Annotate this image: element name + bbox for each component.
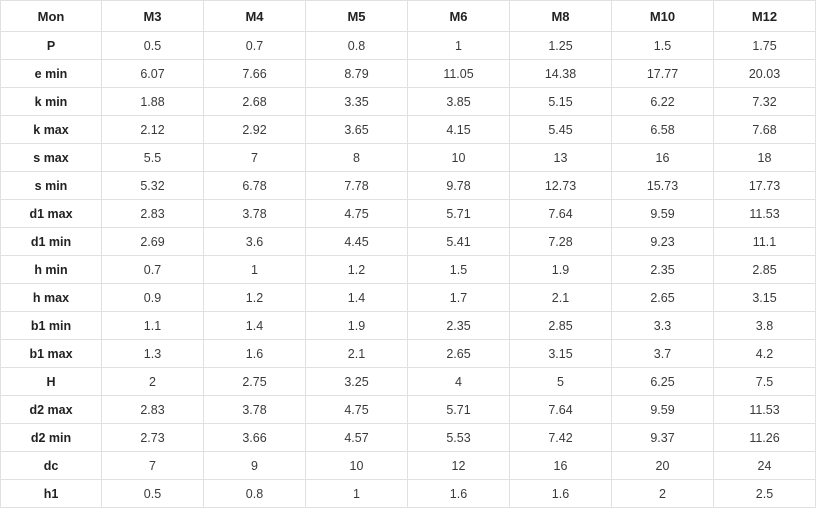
table-cell: 2.73 — [102, 424, 204, 452]
table-cell: 7.5 — [714, 368, 816, 396]
row-label: b1 min — [1, 312, 102, 340]
table-cell: 2.1 — [306, 340, 408, 368]
table-cell: 4.2 — [714, 340, 816, 368]
table-row — [1, 368, 816, 396]
column-header-0: Mon — [1, 1, 102, 32]
table-cell: 0.7 — [102, 256, 204, 284]
column-header-2: M4 — [204, 1, 306, 32]
row-label: k max — [1, 116, 102, 144]
table-cell: 1 — [408, 32, 510, 60]
table-cell: 7.64 — [510, 396, 612, 424]
table-row — [1, 88, 816, 116]
table-cell: 5.32 — [102, 172, 204, 200]
table-cell: 1.4 — [306, 284, 408, 312]
table-cell: 17.77 — [612, 60, 714, 88]
table-cell: 9.78 — [408, 172, 510, 200]
table-cell: 2 — [612, 480, 714, 508]
table-row — [1, 60, 816, 88]
table-cell: 9 — [204, 452, 306, 480]
table-cell: 4 — [408, 368, 510, 396]
table-cell: 7.32 — [714, 88, 816, 116]
table-cell: 6.58 — [612, 116, 714, 144]
table-cell: 0.5 — [102, 480, 204, 508]
column-header-4: M6 — [408, 1, 510, 32]
table-cell: 2.1 — [510, 284, 612, 312]
table-cell: 1.4 — [204, 312, 306, 340]
table-row — [1, 424, 816, 452]
table-cell: 1.2 — [204, 284, 306, 312]
table-cell: 12.73 — [510, 172, 612, 200]
table-cell: 1.5 — [612, 32, 714, 60]
table-cell: 8 — [306, 144, 408, 172]
table-cell: 1 — [306, 480, 408, 508]
row-label: d2 min — [1, 424, 102, 452]
table-cell: 11.53 — [714, 200, 816, 228]
table-cell: 7.42 — [510, 424, 612, 452]
table-cell: 1.2 — [306, 256, 408, 284]
table-cell: 3.6 — [204, 228, 306, 256]
table-cell: 1.3 — [102, 340, 204, 368]
table-cell: 3.7 — [612, 340, 714, 368]
table-cell: 0.9 — [102, 284, 204, 312]
table-cell: 2.12 — [102, 116, 204, 144]
table-cell: 2.75 — [204, 368, 306, 396]
table-cell: 5.45 — [510, 116, 612, 144]
table-cell: 2.83 — [102, 200, 204, 228]
table-cell: 8.79 — [306, 60, 408, 88]
table-cell: 4.75 — [306, 200, 408, 228]
table-cell: 1.88 — [102, 88, 204, 116]
table-row — [1, 172, 816, 200]
table-cell: 2.69 — [102, 228, 204, 256]
table-cell: 4.15 — [408, 116, 510, 144]
table-row — [1, 32, 816, 60]
column-header-7: M12 — [714, 1, 816, 32]
table-row — [1, 256, 816, 284]
table-cell: 1.1 — [102, 312, 204, 340]
table-cell: 3.35 — [306, 88, 408, 116]
table-cell: 7.28 — [510, 228, 612, 256]
table-cell: 1.6 — [204, 340, 306, 368]
row-label: d1 min — [1, 228, 102, 256]
table-cell: 10 — [408, 144, 510, 172]
column-header-5: M8 — [510, 1, 612, 32]
table-cell: 3.78 — [204, 396, 306, 424]
table-cell: 2 — [102, 368, 204, 396]
table-row — [1, 480, 816, 508]
table-cell: 2.85 — [714, 256, 816, 284]
table-cell: 7.68 — [714, 116, 816, 144]
table-cell: 2.83 — [102, 396, 204, 424]
table-cell: 2.35 — [408, 312, 510, 340]
table-cell: 1.7 — [408, 284, 510, 312]
table-row — [1, 452, 816, 480]
table-cell: 0.5 — [102, 32, 204, 60]
table-cell: 20 — [612, 452, 714, 480]
table-cell: 2.68 — [204, 88, 306, 116]
table-cell: 1.9 — [306, 312, 408, 340]
table-cell: 6.78 — [204, 172, 306, 200]
table-cell: 3.8 — [714, 312, 816, 340]
row-label: d1 max — [1, 200, 102, 228]
table-cell: 5.5 — [102, 144, 204, 172]
table-row — [1, 312, 816, 340]
table-cell: 1 — [204, 256, 306, 284]
row-label: e min — [1, 60, 102, 88]
table-cell: 7 — [102, 452, 204, 480]
column-header-6: M10 — [612, 1, 714, 32]
table-cell: 5.41 — [408, 228, 510, 256]
table-row — [1, 228, 816, 256]
table-cell: 2.5 — [714, 480, 816, 508]
table-cell: 4.57 — [306, 424, 408, 452]
table-cell: 4.45 — [306, 228, 408, 256]
table-cell: 16 — [612, 144, 714, 172]
table-cell: 9.37 — [612, 424, 714, 452]
table-header — [1, 1, 816, 32]
table-cell: 9.23 — [612, 228, 714, 256]
table-header-row — [1, 1, 816, 32]
row-label: H — [1, 368, 102, 396]
table-row — [1, 284, 816, 312]
table-cell: 18 — [714, 144, 816, 172]
table-cell: 3.15 — [714, 284, 816, 312]
row-label: s max — [1, 144, 102, 172]
row-label: s min — [1, 172, 102, 200]
table-cell: 0.7 — [204, 32, 306, 60]
column-header-3: M5 — [306, 1, 408, 32]
table-cell: 10 — [306, 452, 408, 480]
table-cell: 11.05 — [408, 60, 510, 88]
table-cell: 24 — [714, 452, 816, 480]
row-label: P — [1, 32, 102, 60]
table-cell: 11.53 — [714, 396, 816, 424]
table-cell: 5.15 — [510, 88, 612, 116]
table-cell: 6.22 — [612, 88, 714, 116]
table-cell: 2.35 — [612, 256, 714, 284]
table-cell: 7.66 — [204, 60, 306, 88]
table-cell: 1.6 — [510, 480, 612, 508]
row-label: d2 max — [1, 396, 102, 424]
table-cell: 12 — [408, 452, 510, 480]
table-cell: 5.71 — [408, 200, 510, 228]
table-cell: 3.65 — [306, 116, 408, 144]
table-cell: 2.65 — [612, 284, 714, 312]
table-cell: 17.73 — [714, 172, 816, 200]
table-cell: 1.9 — [510, 256, 612, 284]
table-cell: 5.53 — [408, 424, 510, 452]
table-cell: 9.59 — [612, 200, 714, 228]
table-cell: 9.59 — [612, 396, 714, 424]
table-row — [1, 116, 816, 144]
table-cell: 15.73 — [612, 172, 714, 200]
table-cell: 1.6 — [408, 480, 510, 508]
table-cell: 0.8 — [204, 480, 306, 508]
table-cell: 14.38 — [510, 60, 612, 88]
row-label: h min — [1, 256, 102, 284]
table-cell: 20.03 — [714, 60, 816, 88]
table-cell: 6.07 — [102, 60, 204, 88]
table-cell: 0.8 — [306, 32, 408, 60]
table-cell: 7.78 — [306, 172, 408, 200]
table-cell: 16 — [510, 452, 612, 480]
table-row — [1, 340, 816, 368]
table-cell: 3.3 — [612, 312, 714, 340]
table-cell: 3.25 — [306, 368, 408, 396]
table-cell: 1.25 — [510, 32, 612, 60]
row-label: k min — [1, 88, 102, 116]
table-cell: 7.64 — [510, 200, 612, 228]
row-label: h max — [1, 284, 102, 312]
row-label: h1 — [1, 480, 102, 508]
table-cell: 6.25 — [612, 368, 714, 396]
table-cell: 2.92 — [204, 116, 306, 144]
table-cell: 4.75 — [306, 396, 408, 424]
table-body — [1, 32, 816, 508]
table-cell: 5.71 — [408, 396, 510, 424]
table-cell: 7 — [204, 144, 306, 172]
row-label: b1 max — [1, 340, 102, 368]
table-cell: 3.85 — [408, 88, 510, 116]
table-cell: 2.85 — [510, 312, 612, 340]
table-cell: 11.1 — [714, 228, 816, 256]
table-cell: 1.5 — [408, 256, 510, 284]
table-cell: 2.65 — [408, 340, 510, 368]
table-cell: 13 — [510, 144, 612, 172]
table-cell: 3.66 — [204, 424, 306, 452]
row-label: dc — [1, 452, 102, 480]
table-cell: 11.26 — [714, 424, 816, 452]
table-row — [1, 396, 816, 424]
table-cell: 3.78 — [204, 200, 306, 228]
table-cell: 3.15 — [510, 340, 612, 368]
table-row — [1, 144, 816, 172]
table-cell: 1.75 — [714, 32, 816, 60]
table-cell: 5 — [510, 368, 612, 396]
table-row — [1, 200, 816, 228]
column-header-1: M3 — [102, 1, 204, 32]
